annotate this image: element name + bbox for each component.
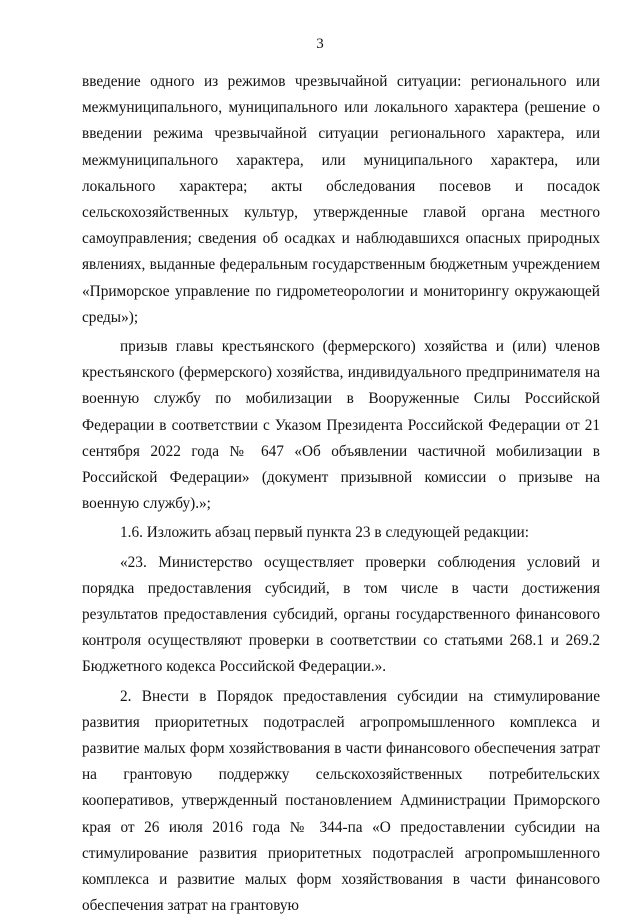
paragraph-item-2: 2. Внести в Порядок предоставления субсидии на стимулирование развития приоритетных подотраслей агропромышленного комплекса и развитие малых форм хозяйствования в части финансового обеспечения затрат на грантовую поддержку сельскохозяйственных потребительских кооперативов, утвержденный постановлением Администрации Приморского края от 26 июля 2016 года № 344-па «О предоставлении субсидии на стимулирование развития приоритетных подотраслей агропромышленного комплекса и развитие малых форм хозяйствования в части финансового обеспечения затрат на грантовую bbox=[82, 687, 600, 915]
paragraph-emergency-conditions: введение одного из режимов чрезвычайной ситуации: регионального или межмуниципального, муниципального или локального характера (решение о введении режима чрезвычайной ситуации регионального характера, или межмуниципального характера, или муниципального характера, или локального характера; акты обследования посевов и посадок сельскохозяйственных культур, утвержденные главой органа местного самоуправления; сведения об осадках и наблюдавшихся опасных природных явлениях, выданные федеральным государственным бюджетным учреждением «Приморское управление по гидрометеорологии и мониторингу окружающей среды»); bbox=[82, 73, 600, 326]
page-number: 3 bbox=[316, 36, 324, 52]
paragraph-item-23: «23. Министерство осуществляет проверки соблюдения условий и порядка предоставления субсидий, в том числе в части достижения результатов предоставления субсидий, органы государственного финансового контроля осуществляют проверки в соответствии со статьями 268.1 и 269.2 Бюджетного кодекса Российской Федерации.». bbox=[82, 553, 600, 676]
paragraph-mobilization: призыв главы крестьянского (фермерского) хозяйства и (или) членов крестьянского (фермерского) хозяйства, индивидуального предпринимателя на военную службу по мобилизации в Вооруженные Силы Российской Федерации в соответствии с Указом Президента Российской Федерации от 21 сентября 2022 года № 647 «Об объявлении частичной мобилизации в Российской Федерации» (документ призывной комиссии о призыве на военную службу).»; bbox=[82, 338, 600, 513]
paragraph-item-1-6: 1.6. Изложить абзац первый пункта 23 в следующей редакции: bbox=[120, 524, 529, 542]
document-body bbox=[82, 69, 600, 920]
